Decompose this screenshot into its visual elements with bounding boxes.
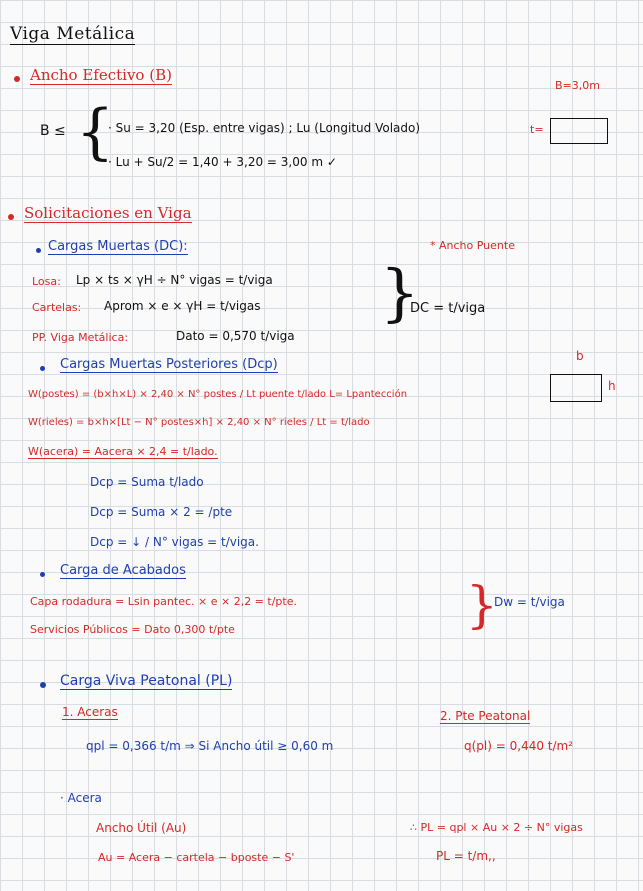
- dcp-sum-line: Dcp = Suma t/lado: [90, 475, 204, 489]
- capa-rodadura-equation: Capa rodadura = Lsin pantec. × e × 2,2 = t/pte.: [30, 595, 297, 608]
- dc-result: DC = t/viga: [410, 301, 486, 316]
- w-rieles-equation: W(rieles) = b×h×[Lt − N° postes×h] × 2,40 × N° rieles / Lt = t/lado: [28, 417, 370, 428]
- bullet: [40, 572, 45, 577]
- section-solicitaciones-heading: Solicitaciones en Viga: [24, 204, 192, 222]
- pl-equation: ∴ PL = qpl × Au × 2 ÷ N° vigas: [410, 821, 583, 834]
- dw-result: Dw = t/viga: [494, 595, 565, 609]
- dcp-per-viga-line: Dcp = ↓ / N° vigas = t/viga.: [90, 535, 259, 549]
- b-label: B ≤: [40, 123, 66, 139]
- cartelas-label: Cartelas:: [32, 301, 82, 314]
- beam-box-h-label: h: [608, 379, 616, 393]
- right-brace-dc: }: [380, 256, 420, 329]
- losa-label: Losa:: [32, 275, 61, 288]
- w-postes-equation: W(postes) = (b×h×L) × 2,40 × N° postes / Lt puente t/lado L= Lpantección: [28, 389, 408, 400]
- box-t-label: t=: [530, 123, 544, 136]
- qpl-puente-line: q(pl) = 0,440 t/m²: [464, 739, 574, 753]
- w-acera-equation: W(acera) = Aacera × 2,4 = t/lado.: [28, 445, 218, 458]
- aceras-item: 1. Aceras: [62, 705, 118, 719]
- bullet: [40, 366, 45, 371]
- pte-peatonal-item: 2. Pte Peatonal: [440, 709, 531, 723]
- servicios-publicos-equation: Servicios Públicos = Dato 0,300 t/pte: [30, 623, 235, 636]
- bullet: [8, 214, 14, 220]
- carga-viva-peatonal-heading: Carga Viva Peatonal (PL): [60, 673, 233, 689]
- rail-section-box: [550, 374, 602, 402]
- cartelas-equation: Aprom × e × γH = t/vigas: [104, 299, 261, 313]
- slab-section-box: [550, 118, 608, 144]
- cargas-muertas-heading: Cargas Muertas (DC):: [48, 239, 188, 254]
- bullet: [40, 682, 46, 688]
- pp-viga-equation: Dato = 0,570 t/viga: [176, 329, 295, 343]
- acera-item: · Acera: [60, 791, 102, 805]
- au-equation: Au = Acera − cartela − bposte − S': [98, 851, 295, 864]
- box-width-label: B=3,0m: [555, 79, 600, 92]
- page-title: Viga Metálica: [10, 24, 136, 44]
- pp-viga-label: PP. Viga Metálica:: [32, 331, 129, 344]
- losa-equation: Lp × ts × γH ÷ N° vigas = t/viga: [76, 273, 273, 287]
- dcp-times-two-line: Dcp = Suma × 2 = /pte: [90, 505, 233, 519]
- cargas-muertas-posteriores-heading: Cargas Muertas Posteriores (Dcp): [60, 357, 278, 372]
- ancho-puente-note: * Ancho Puente: [430, 239, 515, 252]
- qpl-aceras-line: qpl = 0,366 t/m ⇒ Si Ancho útil ≥ 0,60 m: [86, 739, 334, 753]
- right-brace-dw: }: [466, 576, 498, 634]
- ancho-line-2: · Lu + Su/2 = 1,40 + 3,20 = 3,00 m ✓: [108, 155, 337, 169]
- beam-box-b-label: b: [576, 349, 584, 363]
- carga-acabados-heading: Carga de Acabados: [60, 563, 186, 578]
- left-brace-b: {: [76, 97, 115, 167]
- ancho-util-line: Ancho Útil (Au): [96, 821, 187, 835]
- pl-result: PL = t/m,,: [436, 849, 496, 863]
- bullet: [14, 76, 20, 82]
- bullet: [36, 248, 41, 253]
- section-ancho-efectivo-heading: Ancho Efectivo (B): [30, 66, 172, 84]
- ancho-line-1: · Su = 3,20 (Esp. entre vigas) ; Lu (Longitud Volado): [108, 121, 421, 135]
